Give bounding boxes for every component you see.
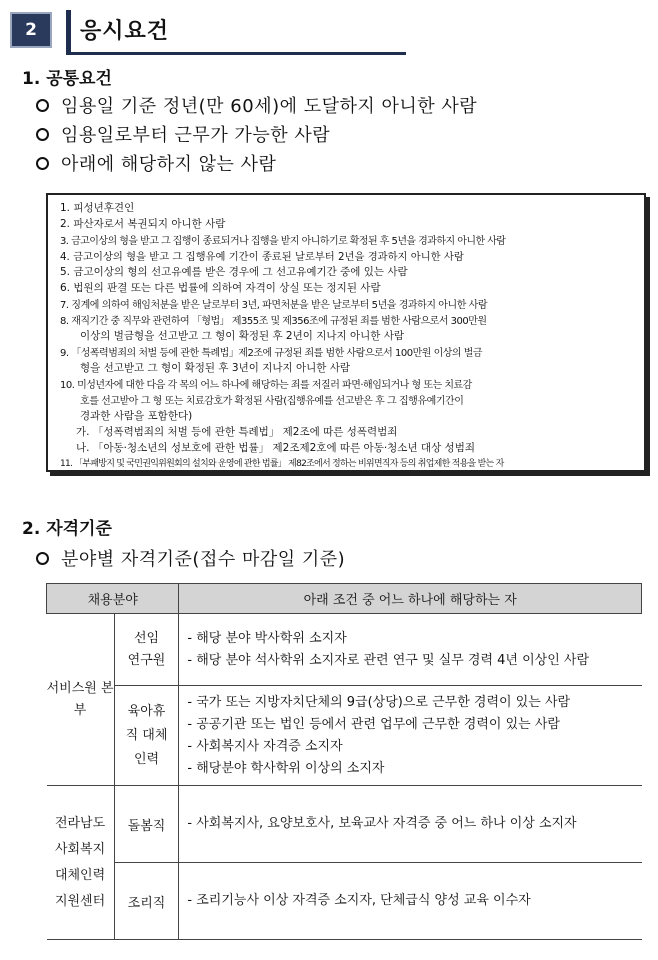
conditions-cell: - 사회복지사, 요양보호사, 보육교사 자격증 중 어느 하나 이상 소지자 xyxy=(179,786,642,863)
common-bullet-2: 임용일로부터 근무가 가능한 사람 xyxy=(36,121,330,147)
list-item: 7. 징계에 의하여 해임처분을 받은 날로부터 3년, 파면처분을 받은 날로부터 5년을 경과하지 아니한 사람 xyxy=(60,300,488,311)
org-cell: 서비스원 본부 xyxy=(47,614,115,786)
list-item: 2. 파산자로서 복권되지 아니한 사람 xyxy=(60,218,226,230)
conditions-cell: - 조리기능사 이상 자격증 소지자, 단체급식 양성 교육 이수자 xyxy=(179,863,642,940)
qualification-bullet: 분야별 자격기준(접수 마감일 기준) xyxy=(36,545,345,571)
section-header-bar xyxy=(66,10,71,52)
common-bullet-1: 임용일 기준 정년(만 60세)에 도달하지 아니한 사람 xyxy=(36,92,477,118)
table-row xyxy=(47,686,642,786)
section-title: 응시요건 xyxy=(80,19,170,44)
field-cell: 선임 연구원 xyxy=(114,614,179,686)
list-item: 이상의 벌금형을 선고받고 그 형이 확정된 후 2년이 지나지 아니한 사람 xyxy=(80,330,405,342)
common-requirements-heading: 1. 공통요건 xyxy=(22,69,112,89)
table-row xyxy=(47,863,642,940)
circle-bullet-icon xyxy=(36,99,49,112)
qualification-heading: 2. 자격기준 xyxy=(22,519,112,539)
table-row xyxy=(47,614,642,686)
table-row xyxy=(47,786,642,863)
list-item: 6. 법원의 판결 또는 다른 법률에 의하여 자격이 상실 또는 정지된 사람 xyxy=(60,282,381,294)
circle-bullet-icon xyxy=(36,128,49,141)
org-cell: 전라남도 사회복지 대체인력 지원센터 xyxy=(47,786,115,940)
list-item: 경과한 사람을 포함한다) xyxy=(80,410,193,422)
list-item: 형을 선고받고 그 형이 확정된 후 3년이 지나지 아니한 사람 xyxy=(80,362,351,374)
list-item: 5. 금고이상의 형의 선고유예를 받은 경우에 그 선고유예기간 중에 있는 사람 xyxy=(60,266,408,278)
list-item: 10. 미성년자에 대한 다음 각 목의 어느 하나에 해당하는 죄를 저질러 파면·해임되거나 형 또는 치료감 xyxy=(60,380,472,391)
list-item: 4. 금고이상의 형을 받고 그 집행유예 기간이 종료된 날로부터 2년을 경과하지 아니한 사람 xyxy=(60,251,464,263)
list-item: 11. 「부패방지 및 국민권익위원회의 설치와 운영에 관한 법률」 제82조에서 정하는 비위면직자 등의 취업제한 적용을 받는 자 xyxy=(60,459,504,469)
conditions-cell: - 국가 또는 지방자치단체의 9급(상당)으로 근무한 경력이 있는 사람 - 공공기관 또는 법인 등에서 관련 업무에 근무한 경력이 있는 사람 - 사회복지사 자격증 소지자 - 해당분야 학사학위 이상의 소지자 xyxy=(179,686,642,786)
section-header xyxy=(10,8,405,48)
field-cell: 조리직 xyxy=(114,863,179,940)
list-item: 8. 재직기간 중 직무와 관련하여 「형법」 제355조 및 제356조에 규정된 죄를 범한 사람으로서 300만원 xyxy=(60,316,487,327)
list-item: 가. 「성폭력범죄의 처벌 등에 관한 특례법」 제2조에 따른 성폭력범죄 xyxy=(76,426,398,438)
common-bullet-3: 아래에 해당하지 않는 사람 xyxy=(36,150,276,176)
conditions-cell: - 해당 분야 박사학위 소지자 - 해당 분야 석사학위 소지자로 관련 연구 및 실무 경력 4년 이상인 사람 xyxy=(179,614,642,686)
circle-bullet-icon xyxy=(36,157,49,170)
list-item: 호를 선고받아 그 형 또는 치료감호가 확정된 사람(집행유예를 선고받은 후 그 집행유예기간이 xyxy=(80,396,464,407)
header-conditions: 아래 조건 중 어느 하나에 해당하는 자 xyxy=(179,584,642,614)
field-cell: 돌봄직 xyxy=(114,786,179,863)
section-underline xyxy=(66,52,406,55)
field-cell: 육아휴직 대체인력 xyxy=(114,686,179,786)
circle-bullet-icon xyxy=(36,552,49,565)
table-header-row xyxy=(47,584,642,614)
list-item: 1. 피성년후견인 xyxy=(60,202,135,214)
list-item: 3. 금고이상의 형을 받고 그 집행이 종료되거나 집행을 받지 아니하기로 확정된 후 5년을 경과하지 아니한 사람 xyxy=(60,236,506,247)
header-field: 채용분야 xyxy=(47,584,179,614)
section-number-badge: 2 xyxy=(10,12,52,48)
criteria-table xyxy=(46,583,642,940)
disqualification-box xyxy=(46,193,646,472)
list-item: 나. 「아동·청소년의 성보호에 관한 법률」 제2조제2호에 따른 아동·청소년 대상 성범죄 xyxy=(76,442,475,454)
list-item: 9. 「성폭력범죄의 처벌 등에 관한 특례법」제2조에 규정된 죄를 범한 사람으로서 100만원 이상의 벌금 xyxy=(60,348,483,359)
